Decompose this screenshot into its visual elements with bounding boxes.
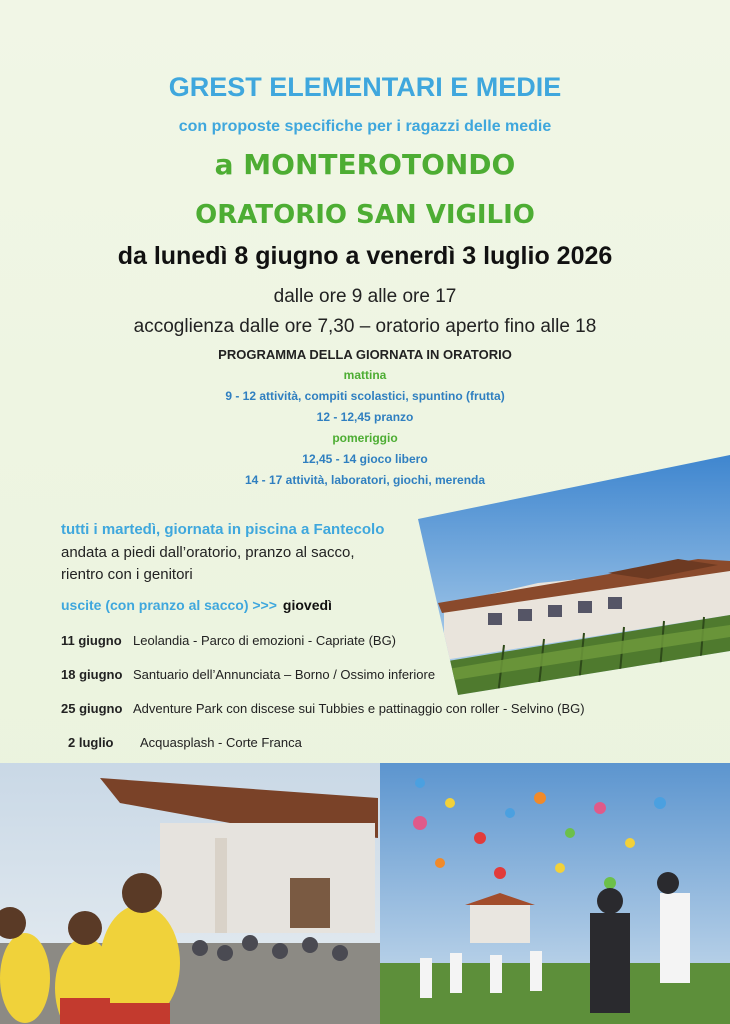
program-title: PROGRAMMA DELLA GIORNATA IN ORATORIO (218, 347, 512, 362)
trip-description: Adventure Park con discese sui Tubbies e pattinaggio con roller - Selvino (BG) (133, 701, 585, 716)
trips-day: giovedì (282, 597, 332, 613)
trips-heading (61, 597, 332, 613)
trip-description: Acquasplash - Corte Franca (140, 735, 302, 750)
welcome-hours: accoglienza dalle ore 7,30 – oratorio aperto fino alle 18 (133, 316, 597, 337)
poster-subtitle: con proposte specifiche per i ragazzi delle medie (178, 118, 552, 135)
trip-item (68, 735, 302, 750)
poster-title: GREST ELEMENTARI E MEDIE (168, 72, 562, 102)
trip-item (61, 667, 435, 682)
dates: da lunedì 8 giugno a venerdì 3 luglio 2026 (117, 242, 613, 270)
trip-date: 11 giugno (61, 633, 122, 648)
pool-day-title: tutti i martedì, giornata in piscina a Fantecolo (61, 521, 385, 538)
schedule-line: 12 - 12,45 pranzo (316, 410, 414, 424)
children-photo-collage (0, 763, 730, 1024)
trip-date: 2 luglio (68, 735, 114, 750)
schedule-afternoon-heading: pomeriggio (332, 431, 398, 445)
venue: ORATORIO SAN VIGILIO (195, 200, 535, 230)
location: a MONTEROTONDO (214, 148, 516, 181)
hours: dalle ore 9 alle ore 17 (273, 286, 457, 307)
trip-description: Leolandia - Parco di emozioni - Capriate (BG) (133, 633, 397, 648)
trips-label: uscite (con pranzo al sacco) >>> (61, 597, 277, 613)
schedule-line: 9 - 12 attività, compiti scolastici, spuntino (frutta) (225, 389, 505, 403)
pool-day-detail: rientro con i genitori (61, 566, 193, 583)
trip-date: 25 giugno (61, 701, 123, 716)
trip-item (61, 633, 396, 648)
pool-day-detail: andata a piedi dall’oratorio, pranzo al sacco, (61, 544, 355, 561)
schedule-line: 12,45 - 14 gioco libero (302, 452, 428, 466)
trip-item (61, 701, 585, 716)
schedule-morning-heading: mattina (343, 368, 387, 382)
oratorio-building-photo (418, 455, 730, 695)
schedule-line: 14 - 17 attività, laboratori, giochi, merenda (244, 473, 486, 487)
trip-description: Santuario dell’Annunciata – Borno / Ossimo inferiore (133, 667, 436, 682)
trip-date: 18 giugno (61, 667, 123, 682)
